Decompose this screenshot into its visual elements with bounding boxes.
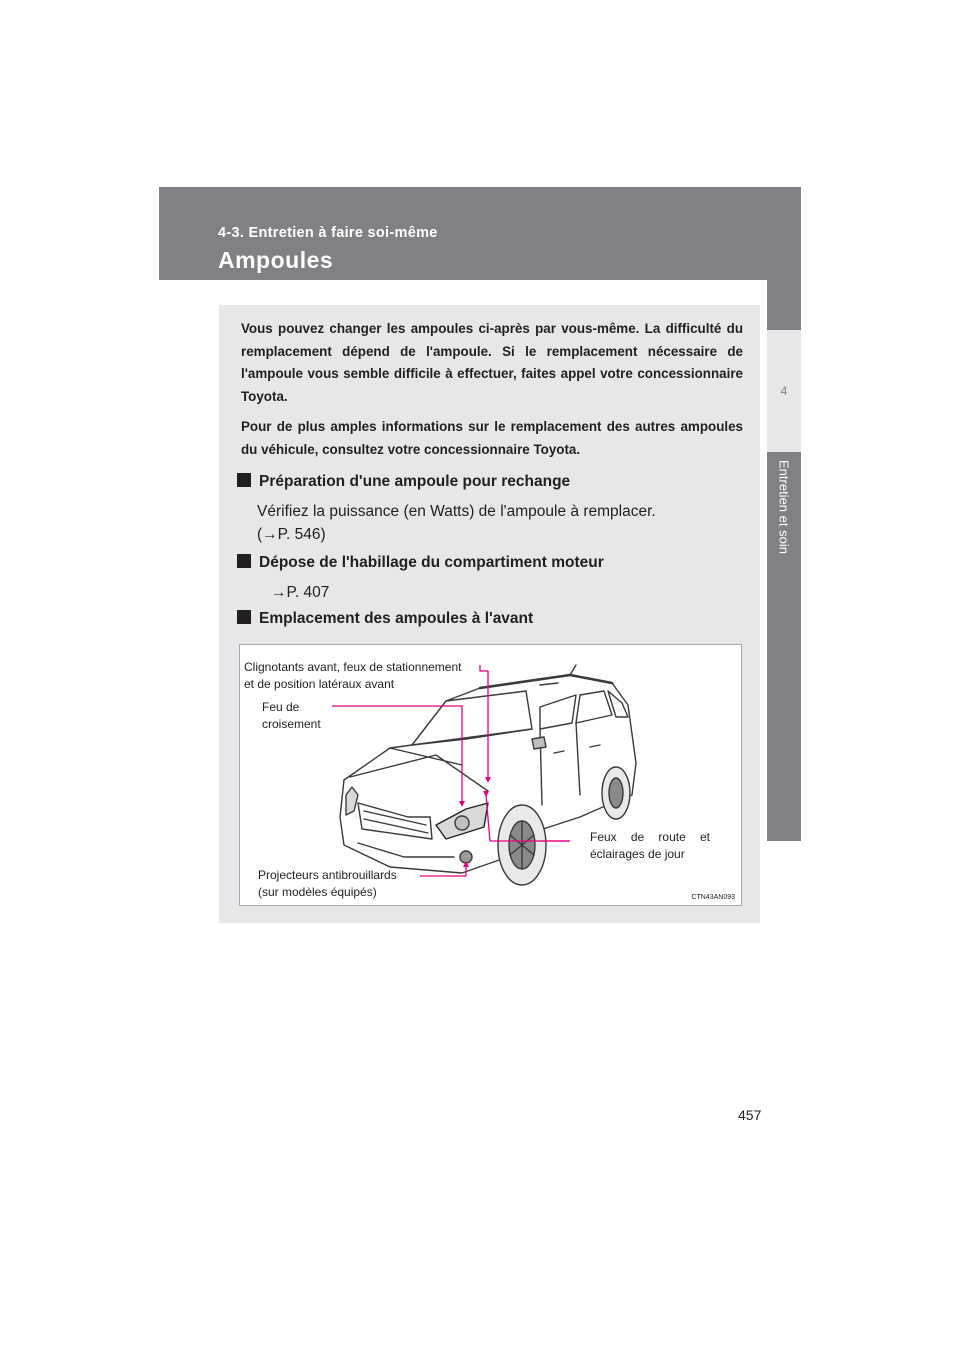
page-number: 457 xyxy=(738,1107,762,1123)
callout-high-beam: Feux de route et éclairages de jour xyxy=(590,830,710,861)
section-label: 4-3. Entretien à faire soi-même xyxy=(218,225,438,241)
callout-fog-lights: Projecteurs antibrouillards (sur modèles équipés) xyxy=(258,868,397,899)
chapter-title: Entretien et soin xyxy=(776,460,792,554)
square-bullet-icon xyxy=(237,473,251,487)
intro-paragraph-1: Vous pouvez changer les ampoules ci-après par vous-même. La difficulté du remplacement dépend de l'ampoule. Si le remplacement nécessaire de l'ampoule vous semble difficile à effectuer, faites appel votre concessionnaire Toyota. xyxy=(241,321,743,404)
section-text-bulb-preparation: Vérifiez la puissance (en Watts) de l'ampoule à remplacer. (→P. 546) xyxy=(257,500,656,546)
callout-front-turn-signals: Clignotants avant, feux de stationnement et de position latéraux avant xyxy=(244,660,462,691)
intro-paragraph-2: Pour de plus amples informations sur le remplacement des autres ampoules du véhicule, consultez votre concessionnaire Toyota. xyxy=(241,419,743,457)
page-reference: →P. 407 xyxy=(271,584,330,601)
square-bullet-icon xyxy=(237,610,251,624)
chapter-number-box xyxy=(767,330,801,452)
bulb-location-diagram xyxy=(239,644,742,906)
section-heading-front-bulb-locations: Emplacement des ampoules à l'avant xyxy=(237,610,533,628)
section-heading-engine-cover-removal: Dépose de l'habillage du compartiment moteur xyxy=(237,554,604,572)
square-bullet-icon xyxy=(237,554,251,568)
page-reference: (→P. 546) xyxy=(257,526,326,543)
page-title: Ampoules xyxy=(218,247,334,273)
callout-low-beam: Feu de croisement xyxy=(262,700,321,731)
illustration-code: CTN43AN093 xyxy=(691,894,735,901)
header-band xyxy=(159,187,801,280)
section-heading-bulb-preparation: Préparation d'une ampoule pour rechange xyxy=(237,473,570,491)
chapter-number: 4 xyxy=(780,384,788,398)
